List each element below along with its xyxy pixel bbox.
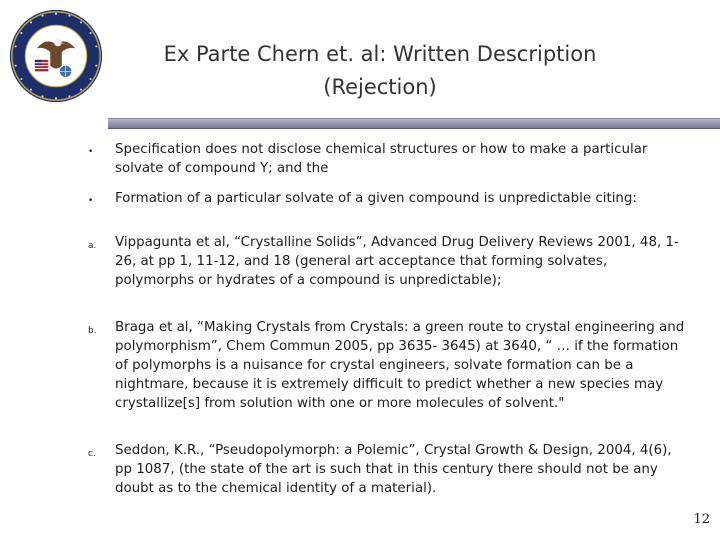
citation-marker: c. [88, 449, 96, 459]
page-number: 12 [693, 512, 710, 527]
citation-text: Vippagunta et al, “Crystalline Solids”, Advanced Drug Delivery Reviews 2001, 48, 1-26, at pp 1, 11-12, and 18 (general art acceptance that forming solvates, polymorphs or hydrates of a compound is unpredictable); [115, 235, 679, 288]
bullet-item [88, 140, 688, 180]
title-line-1: Ex Parte Chern et. al: Written Description [163, 42, 597, 66]
citation-marker: a. [88, 241, 97, 251]
citation-marker: b. [88, 326, 97, 336]
slide-title [110, 38, 650, 104]
citation-text: Seddon, K.R., “Pseudopolymorph: a Polemic”, Crystal Growth & Design, 2004, 4(6), pp 1087, (the state of the art is such that in this century there should not be any doubt as to the chemical identity of a material). [115, 443, 672, 496]
title-divider-bar [108, 118, 720, 129]
bullet-text: Specification does not disclose chemical structures or how to make a particular solvate of compound Y; and the [115, 142, 648, 176]
bullet-text: Formation of a particular solvate of a given compound is unpredictable citing: [115, 191, 637, 206]
citation-item [88, 233, 688, 293]
uspto-seal-icon [8, 8, 104, 104]
citation-item [88, 318, 688, 418]
bullet-marker: • [88, 147, 94, 157]
title-line-2: (Rejection) [323, 75, 437, 99]
bullet-item [88, 189, 688, 209]
bullet-marker: • [88, 196, 94, 206]
citation-text: Braga et al, “Making Crystals from Crystals: a green route to crystal engineering and polymorphism”, Chem Commun 2005, pp 3635- 3645) at 3640, “ … if the formation of polymorphs is a nuisance for crystal engineers, solvate formation can be a nightmare, because it is extremely difficult to predict whether a new species may crystallize[s] from solution with one or more molecules of solvent." [115, 320, 685, 411]
citation-item [88, 441, 688, 501]
